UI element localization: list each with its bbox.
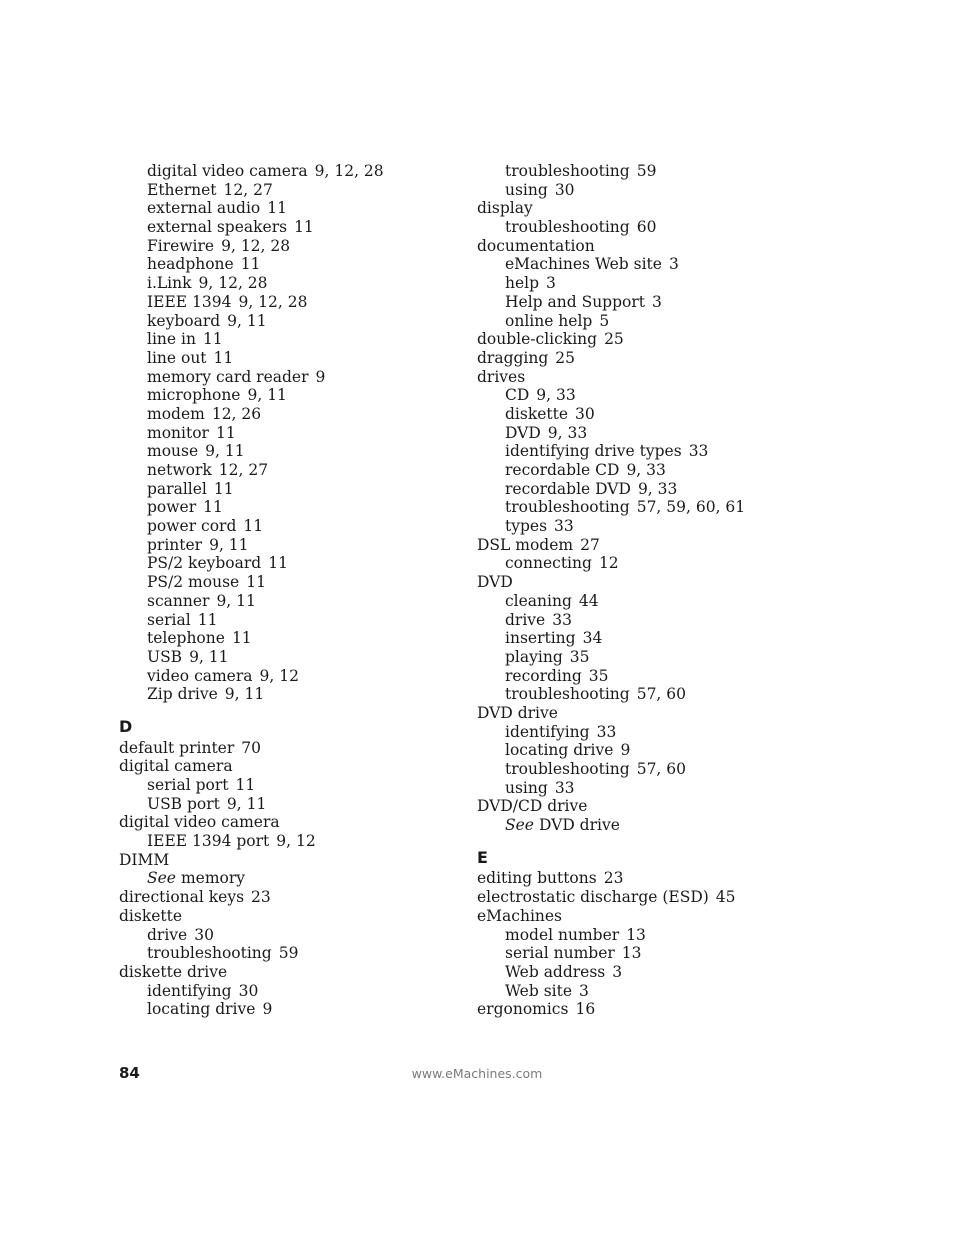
- index-subentry: [119, 386, 459, 405]
- index-page-refs: 45: [715, 888, 736, 907]
- index-subentry: [119, 293, 459, 312]
- index-term: external audio: [147, 199, 261, 218]
- index-term: DVD: [477, 573, 513, 592]
- index-subentry: [119, 667, 459, 686]
- index-term: eMachines Web site: [505, 255, 662, 274]
- index-term: troubleshooting: [505, 498, 630, 517]
- index-subentry: [119, 982, 459, 1001]
- index-subentry: [119, 255, 459, 274]
- index-entry: [119, 888, 459, 907]
- index-term: digital video camera: [147, 162, 308, 180]
- index-subentry: [477, 517, 917, 536]
- index-entry: [477, 869, 917, 888]
- index-cross-reference: [119, 869, 459, 888]
- index-subentry: [119, 573, 459, 592]
- index-subentry: [119, 592, 459, 611]
- index-term: troubleshooting: [505, 218, 630, 237]
- index-term: external speakers: [147, 218, 288, 237]
- index-subentry: [119, 330, 459, 349]
- index-subentry: [119, 312, 459, 331]
- index-term: double-clicking: [477, 330, 598, 349]
- index-page-refs: 9, 33: [536, 386, 576, 405]
- index-term: playing: [505, 647, 563, 666]
- index-page-refs: 9, 12, 28: [221, 236, 291, 255]
- index-term: modem: [147, 404, 205, 423]
- index-subentry: [477, 386, 917, 405]
- index-term: types: [505, 517, 548, 536]
- index-term: troubleshooting: [505, 760, 630, 778]
- index-page-refs: 33: [688, 442, 709, 461]
- index-term: digital video camera: [119, 813, 280, 832]
- index-term: drives: [477, 367, 526, 386]
- index-page-refs: 11: [246, 573, 266, 592]
- index-term: power cord: [147, 517, 237, 536]
- index-page-refs: 59: [278, 944, 299, 963]
- index-subentry: [119, 199, 459, 218]
- index-subentry: [477, 944, 917, 963]
- index-subentry: [119, 629, 459, 648]
- index-subentry: [477, 405, 917, 424]
- index-term: DVD/CD drive: [477, 797, 588, 816]
- index-page-refs: 9, 11: [205, 442, 245, 461]
- page-number: 84: [119, 1064, 140, 1082]
- index-page-refs: 3: [612, 962, 623, 981]
- index-page-refs: 30: [554, 180, 575, 199]
- index-subentry: [477, 760, 917, 779]
- index-term: using: [505, 180, 548, 199]
- index-page-refs: 12: [598, 554, 619, 573]
- index-page-refs: 11: [294, 218, 314, 237]
- see-label: See: [505, 816, 534, 835]
- index-subentry: [119, 944, 459, 963]
- index-page-refs: 30: [575, 404, 595, 423]
- index-subentry: [477, 312, 917, 331]
- index-page-refs: 9, 12, 28: [238, 292, 308, 311]
- index-term: serial: [147, 610, 191, 629]
- index-subentry: [477, 685, 917, 704]
- index-page-refs: 9, 12: [276, 832, 316, 851]
- index-page-refs: 12, 26: [211, 404, 262, 423]
- index-term: connecting: [505, 554, 592, 573]
- index-page-refs: 11: [268, 554, 288, 573]
- index-term: memory card reader: [147, 367, 309, 386]
- index-term: online help: [505, 311, 593, 330]
- index-page-refs: 57, 59, 60, 61: [636, 498, 746, 517]
- index-page-refs: 33: [596, 722, 617, 741]
- index-subentry: [119, 424, 459, 443]
- index-term: dragging: [477, 348, 549, 367]
- index-subentry: [119, 442, 459, 461]
- index-page-refs: 23: [603, 869, 624, 888]
- index-page-refs: 9: [315, 367, 326, 386]
- index-term: CD: [505, 386, 530, 405]
- index-page-refs: 3: [546, 274, 556, 293]
- index-subentry: [119, 480, 459, 499]
- index-subentry: [477, 181, 917, 200]
- index-term: default printer: [119, 738, 235, 757]
- index-subentry: [119, 274, 459, 293]
- index-subentry: [477, 741, 917, 760]
- index-entry: [119, 907, 459, 926]
- see-label: See: [147, 869, 176, 888]
- index-term: keyboard: [147, 311, 221, 330]
- index-term: printer: [147, 535, 203, 554]
- index-page-refs: 9, 11: [189, 647, 229, 666]
- index-term: Ethernet: [147, 180, 217, 199]
- index-term: DIMM: [119, 850, 170, 869]
- index-entry: [477, 907, 917, 926]
- index-page-refs: 11: [215, 423, 236, 442]
- index-term: digital camera: [119, 757, 233, 776]
- index-subentry: [477, 498, 917, 517]
- index-term: troubleshooting: [505, 685, 630, 704]
- index-page-refs: 13: [621, 944, 642, 963]
- index-page-refs: 9, 33: [547, 423, 588, 442]
- index-page-refs: 25: [555, 348, 576, 367]
- index-subentry: [119, 162, 459, 181]
- index-term: microphone: [147, 386, 241, 405]
- index-subentry: [119, 349, 459, 368]
- index-page-refs: 34: [582, 629, 603, 648]
- index-entry: [477, 237, 917, 256]
- index-page-refs: 9, 11: [226, 794, 267, 813]
- index-term: headphone: [147, 255, 234, 274]
- index-subentry: [119, 685, 459, 704]
- index-subentry: [477, 293, 917, 312]
- index-section-letter: D: [119, 716, 133, 736]
- index-subentry: [477, 926, 917, 945]
- index-term: identifying: [147, 981, 232, 1000]
- index-page-refs: 33: [554, 778, 575, 797]
- index-page-refs: 11: [267, 199, 288, 218]
- index-subentry: [477, 255, 917, 274]
- index-page-refs: 33: [552, 610, 572, 629]
- index-cross-reference: [477, 816, 917, 835]
- index-page-refs: 35: [569, 647, 590, 666]
- index-term: documentation: [477, 236, 595, 255]
- index-term: ergonomics: [477, 1000, 569, 1019]
- index-term: network: [147, 461, 212, 479]
- index-page-refs: 23: [251, 888, 271, 907]
- index-term: DVD: [505, 423, 541, 442]
- index-column-right: [477, 162, 917, 1019]
- index-page-refs: 16: [575, 1000, 596, 1019]
- index-page-refs: 33: [554, 517, 574, 536]
- index-page-refs: 9: [620, 741, 631, 760]
- index-term: troubleshooting: [147, 944, 272, 963]
- index-term: display: [477, 199, 533, 218]
- index-subentry: [119, 832, 459, 851]
- index-page-refs: 11: [213, 479, 234, 498]
- index-term: Web site: [505, 981, 573, 1000]
- index-subentry: [477, 611, 917, 630]
- index-subentry: [477, 424, 917, 443]
- index-term: diskette: [505, 404, 569, 423]
- index-page-refs: 11: [197, 610, 218, 629]
- index-page-refs: 9, 11: [224, 685, 265, 704]
- index-page-refs: 11: [243, 517, 264, 536]
- index-term: recording: [505, 666, 582, 685]
- index-term: using: [505, 778, 548, 797]
- index-page-refs: 3: [651, 292, 662, 311]
- index-entry: [119, 813, 459, 832]
- index-subentry: [119, 498, 459, 517]
- index-term: troubleshooting: [505, 162, 630, 180]
- index-subentry: [477, 480, 917, 499]
- index-entry: [477, 330, 917, 349]
- index-term: video camera: [147, 666, 253, 685]
- index-entry: [477, 536, 917, 555]
- index-page-refs: 9, 11: [209, 535, 249, 554]
- index-term: line out: [147, 348, 207, 367]
- index-subentry: [477, 723, 917, 742]
- index-page-refs: 27: [580, 535, 600, 554]
- index-term: diskette drive: [119, 962, 228, 981]
- index-subentry: [119, 1000, 459, 1019]
- index-subentry: [477, 648, 917, 667]
- index-subentry: [477, 554, 917, 573]
- index-term: locating drive: [505, 741, 614, 760]
- index-term: PS/2 mouse: [147, 573, 240, 592]
- index-page-refs: 12, 27: [218, 461, 269, 479]
- index-subentry: [477, 162, 917, 181]
- index-entry: [477, 199, 917, 218]
- index-term: IEEE 1394 port: [147, 832, 270, 851]
- index-page-refs: 11: [235, 776, 256, 794]
- index-page-refs: 11: [213, 348, 234, 367]
- index-term: drive: [147, 925, 188, 944]
- index-subentry: [119, 218, 459, 237]
- index-subentry: [119, 648, 459, 667]
- index-term: identifying drive types: [505, 442, 682, 461]
- index-page-refs: 12, 27: [223, 180, 273, 199]
- index-entry: [477, 797, 917, 816]
- index-entry: [477, 1000, 917, 1019]
- index-subentry: [477, 629, 917, 648]
- index-term: line in: [147, 330, 196, 349]
- index-term: recordable CD: [505, 461, 620, 479]
- index-page-refs: 9, 12, 28: [314, 162, 384, 180]
- index-entry: [477, 368, 917, 387]
- index-page-refs: 11: [203, 498, 223, 517]
- index-subentry: [477, 592, 917, 611]
- index-term: editing buttons: [477, 869, 597, 888]
- index-page-refs: 11: [240, 255, 261, 274]
- index-term: help: [505, 274, 540, 293]
- index-entry: [119, 739, 459, 758]
- index-page-refs: 60: [636, 218, 657, 237]
- index-term: recordable DVD: [505, 479, 631, 498]
- index-page-refs: 5: [599, 311, 610, 330]
- index-page-refs: 9, 11: [227, 311, 267, 330]
- index-subentry: [119, 237, 459, 256]
- index-page-refs: 9, 12, 28: [198, 274, 268, 293]
- index-page-refs: 59: [636, 162, 657, 180]
- index-subentry: [119, 776, 459, 795]
- index-page-refs: 9, 12: [259, 666, 299, 685]
- index-page-refs: 35: [588, 666, 609, 685]
- index-subentry: [119, 926, 459, 945]
- index-term: power: [147, 498, 197, 517]
- index-column-left: [119, 162, 459, 1019]
- index-subentry: [477, 218, 917, 237]
- index-page-refs: 9, 11: [247, 386, 287, 405]
- index-page-refs: 11: [202, 330, 223, 349]
- index-subentry: [119, 368, 459, 387]
- index-term: DVD drive: [477, 703, 558, 722]
- index-page-refs: 30: [238, 981, 259, 1000]
- index-term: IEEE 1394: [147, 292, 232, 311]
- index-subentry: [119, 795, 459, 814]
- index-page-refs: 44: [578, 591, 599, 610]
- index-term: scanner: [147, 591, 210, 610]
- index-section-letter: E: [477, 847, 488, 867]
- index-term: PS/2 keyboard: [147, 554, 262, 573]
- index-subentry: [477, 667, 917, 686]
- index-subentry: [119, 181, 459, 200]
- index-term: diskette: [119, 906, 183, 925]
- index-term: mouse: [147, 442, 199, 461]
- index-entry: [119, 963, 459, 982]
- index-page-refs: 11: [231, 629, 252, 648]
- index-subentry: [119, 517, 459, 536]
- index-entry: [477, 888, 917, 907]
- index-page-refs: 9, 33: [626, 461, 666, 479]
- index-page-refs: 30: [194, 925, 214, 944]
- index-page-refs: 3: [579, 981, 589, 1000]
- index-page-refs: 3: [668, 255, 679, 274]
- index-page-refs: 9, 33: [637, 479, 678, 498]
- index-subentry: [477, 779, 917, 798]
- index-term: DSL modem: [477, 535, 574, 554]
- index-page-refs: 9: [262, 1000, 273, 1019]
- index-page-refs: 13: [626, 925, 646, 944]
- index-term: Help and Support: [505, 292, 645, 311]
- index-entry: [477, 704, 917, 723]
- index-subentry: [119, 405, 459, 424]
- index-entry: [119, 851, 459, 870]
- footer-url: www.eMachines.com: [411, 1066, 543, 1081]
- index-subentry: [119, 554, 459, 573]
- index-term: monitor: [147, 423, 209, 442]
- index-subentry: [477, 963, 917, 982]
- index-subentry: [477, 982, 917, 1001]
- index-term: USB port: [147, 794, 220, 813]
- index-page-refs: 25: [604, 330, 624, 349]
- index-subentry: [477, 442, 917, 461]
- index-page-refs: 9, 11: [216, 591, 256, 610]
- index-term: USB: [147, 647, 183, 666]
- index-term: model number: [505, 925, 620, 944]
- index-term: memory: [180, 869, 246, 888]
- index-term: telephone: [147, 629, 225, 648]
- index-term: directional keys: [119, 888, 245, 907]
- index-subentry: [119, 536, 459, 555]
- index-page-refs: 57, 60: [636, 760, 687, 778]
- index-entry: [119, 757, 459, 776]
- index-page-refs: 57, 60: [636, 685, 687, 704]
- index-term: identifying: [505, 722, 590, 741]
- index-entry: [477, 349, 917, 368]
- index-term: cleaning: [505, 591, 572, 610]
- index-term: serial number: [505, 944, 615, 963]
- index-term: inserting: [505, 629, 576, 648]
- index-term: parallel: [147, 479, 207, 498]
- index-term: eMachines: [477, 906, 563, 925]
- index-term: DVD drive: [538, 816, 620, 835]
- index-term: drive: [505, 610, 546, 629]
- index-term: locating drive: [147, 1000, 256, 1019]
- index-entry: [477, 573, 917, 592]
- index-page-refs: 70: [241, 738, 261, 757]
- index-term: i.Link: [147, 274, 192, 293]
- index-subentry: [119, 611, 459, 630]
- index-term: Firewire: [147, 236, 215, 255]
- index-term: serial port: [147, 776, 229, 794]
- index-subentry: [477, 274, 917, 293]
- index-subentry: [119, 461, 459, 480]
- index-term: Web address: [505, 962, 606, 981]
- index-term: Zip drive: [147, 685, 218, 704]
- index-term: electrostatic discharge (ESD): [477, 888, 709, 907]
- index-subentry: [477, 461, 917, 480]
